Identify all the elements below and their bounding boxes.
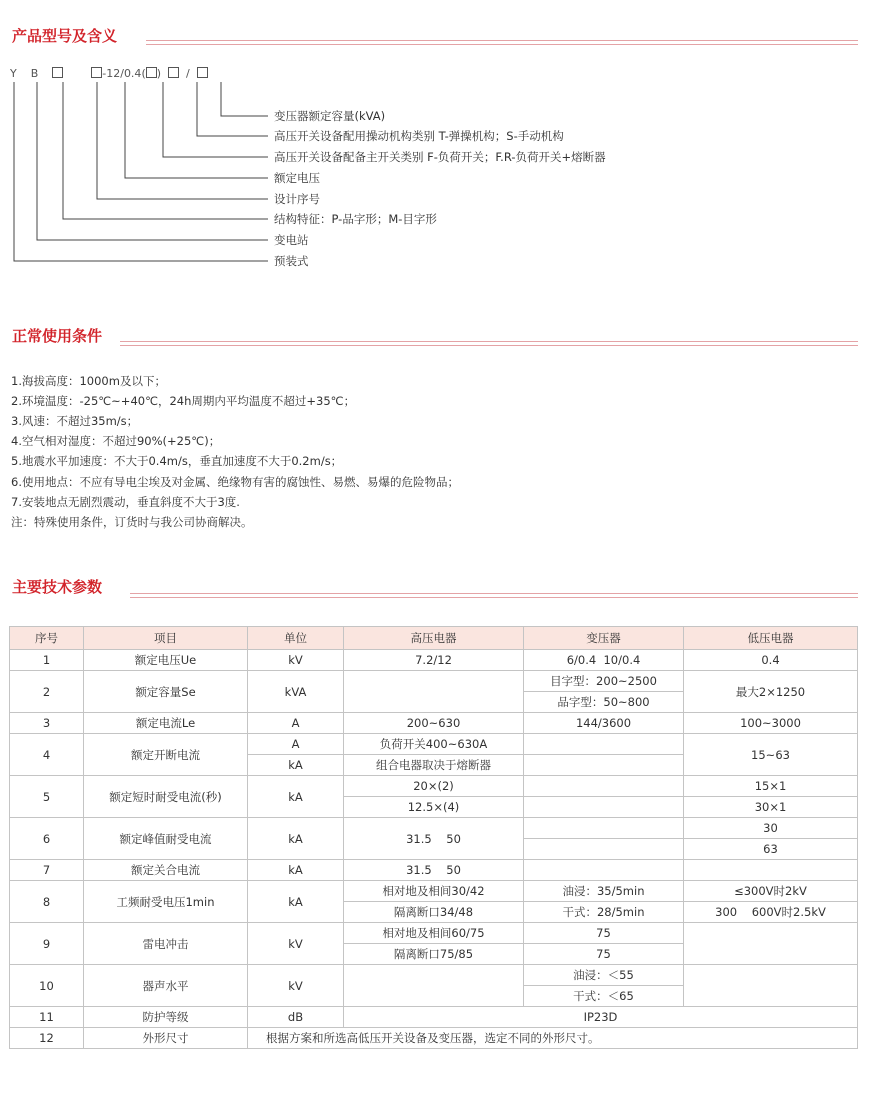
table-cell: dB (248, 1007, 344, 1028)
legend-substation: 变电站 (274, 233, 309, 247)
table-cell: 0.4 (684, 650, 858, 671)
table-cell: 300 600V时2.5kV (684, 902, 858, 923)
table-cell: 31.5 50 (344, 818, 524, 860)
table-cell: kVA (248, 671, 344, 713)
code-y: Y (10, 67, 17, 80)
table-cell: 外形尺寸 (84, 1028, 248, 1049)
table-cell (524, 755, 684, 776)
table-cell (344, 671, 524, 713)
table-cell: kA (248, 818, 344, 860)
table-cell: 12 (10, 1028, 84, 1049)
table-cell: 组合电器取决于熔断器 (344, 755, 524, 776)
table-cell: kA (248, 755, 344, 776)
legend-main-switch: 高压开关设备配备主开关类别 F-负荷开关；F.R-负荷开关+熔断器 (274, 150, 606, 164)
table-cell: 20×(2) (344, 776, 524, 797)
table-cell: 品字型：50~800 (524, 692, 684, 713)
table-cell: 12.5×(4) (344, 797, 524, 818)
table-cell: 额定峰值耐受电流 (84, 818, 248, 860)
table-cell: 75 (524, 923, 684, 944)
table-row (10, 965, 858, 986)
header-cell: 序号 (10, 627, 84, 650)
table-cell: kV (248, 650, 344, 671)
table-cell: 3 (10, 713, 84, 734)
table-cell: 7 (10, 860, 84, 881)
table-cell: 8 (10, 881, 84, 923)
section-title-params: 主要技术参数 (12, 578, 103, 596)
spec-table (9, 626, 858, 1049)
table-cell: 额定电流Le (84, 713, 248, 734)
table-header-row (10, 627, 858, 650)
table-cell: 油浸：＜55 (524, 965, 684, 986)
table-cell: A (248, 713, 344, 734)
header-cell: 变压器 (524, 627, 684, 650)
table-cell: 31.5 50 (344, 860, 524, 881)
table-row (10, 671, 858, 692)
table-cell: 100~3000 (684, 713, 858, 734)
table-cell: 防护等级 (84, 1007, 248, 1028)
table-row (10, 776, 858, 797)
table-cell: kV (248, 965, 344, 1007)
table-row (10, 923, 858, 944)
table-cell: 63 (684, 839, 858, 860)
table-cell: 6 (10, 818, 84, 860)
table-cell: 干式：28/5min (524, 902, 684, 923)
table-cell (684, 860, 858, 881)
table-cell: 干式：＜65 (524, 986, 684, 1007)
table-cell: 负荷开关400~630A (344, 734, 524, 755)
section-title-conditions: 正常使用条件 (12, 327, 103, 345)
table-row (10, 818, 858, 839)
table-cell: 10 (10, 965, 84, 1007)
model-code: Y B -12/0.4( ) / (10, 67, 208, 80)
table-cell: 器声水平 (84, 965, 248, 1007)
table-row (10, 734, 858, 755)
table-cell: 额定开断电流 (84, 734, 248, 776)
condition-item: 1.海拔高度：1000m及以下； (11, 374, 166, 388)
condition-item: 5.地震水平加速度：不大于0.4m/s，垂直加速度不大于0.2m/s； (11, 454, 343, 468)
table-row (10, 1007, 858, 1028)
table-cell: kV (248, 923, 344, 965)
table-cell (684, 965, 858, 1007)
table-cell: A (248, 734, 344, 755)
table-cell: 雷电冲击 (84, 923, 248, 965)
legend-structure: 结构特征：P-品字形；M-目字形 (274, 212, 437, 226)
table-cell: 6/0.4 10/0.4 (524, 650, 684, 671)
table-cell: IP23D (344, 1007, 858, 1028)
header-cell: 单位 (248, 627, 344, 650)
table-cell: 7.2/12 (344, 650, 524, 671)
condition-item: 4.空气相对湿度：不超过90%(+25℃)； (11, 434, 221, 448)
table-cell (684, 923, 858, 965)
condition-item: 6.使用地点：不应有导电尘埃及对金属、绝缘物有害的腐蚀性、易燃、易爆的危险物品； (11, 475, 459, 489)
table-cell: 11 (10, 1007, 84, 1028)
table-cell: 15~63 (684, 734, 858, 776)
table-cell: 油浸：35/5min (524, 881, 684, 902)
header-cell: 低压电器 (684, 627, 858, 650)
condition-item: 3.风速：不超过35m/s； (11, 414, 139, 428)
code-b: B (30, 67, 39, 80)
table-cell: 9 (10, 923, 84, 965)
table-cell: 相对地及相间30/42 (344, 881, 524, 902)
table-cell (524, 776, 684, 797)
section-title-model: 产品型号及含义 (12, 27, 118, 45)
condition-item: 7.安装地点无剧烈震动，垂直斜度不大于3度. (11, 495, 240, 509)
table-row (10, 1028, 858, 1049)
table-cell: 15×1 (684, 776, 858, 797)
condition-note: 注：特殊使用条件，订货时与我公司协商解决。 (11, 515, 253, 529)
table-cell: 30×1 (684, 797, 858, 818)
table-cell (524, 734, 684, 755)
table-cell: 额定容量Se (84, 671, 248, 713)
table-cell: 额定电压Ue (84, 650, 248, 671)
table-cell: 最大2×1250 (684, 671, 858, 713)
table-cell: 额定关合电流 (84, 860, 248, 881)
section-rule (120, 341, 858, 346)
table-cell: 额定短时耐受电流(秒) (84, 776, 248, 818)
table-cell: 200~630 (344, 713, 524, 734)
table-cell: 工频耐受电压1min (84, 881, 248, 923)
table-cell: ≤300V时2kV (684, 881, 858, 902)
table-cell: 1 (10, 650, 84, 671)
table-row (10, 713, 858, 734)
table-cell: kA (248, 776, 344, 818)
table-cell: 4 (10, 734, 84, 776)
table-row (10, 860, 858, 881)
table-cell (524, 797, 684, 818)
table-cell: 隔离断口75/85 (344, 944, 524, 965)
table-row (10, 650, 858, 671)
table-cell: 30 (684, 818, 858, 839)
legend-mechanism: 高压开关设备配用操动机构类别 T-弹操机构；S-手动机构 (274, 129, 564, 143)
table-cell: 5 (10, 776, 84, 818)
header-cell: 高压电器 (344, 627, 524, 650)
table-cell: 根据方案和所选高低压开关设备及变压器，选定不同的外形尺寸。 (248, 1028, 858, 1049)
table-cell (344, 965, 524, 1007)
condition-item: 2.环境温度：-25℃~+40℃，24h周期内平均温度不超过+35℃； (11, 394, 356, 408)
table-cell: 75 (524, 944, 684, 965)
table-cell (524, 818, 684, 839)
legend-rated-voltage: 额定电压 (274, 171, 320, 185)
table-cell: 144/3600 (524, 713, 684, 734)
table-cell: 相对地及相间60/75 (344, 923, 524, 944)
section-rule (130, 593, 858, 598)
table-cell (524, 860, 684, 881)
table-cell: kA (248, 881, 344, 923)
legend-prefab: 预装式 (274, 254, 309, 268)
table-cell: 目字型：200~2500 (524, 671, 684, 692)
table-cell: 2 (10, 671, 84, 713)
code-rating: -12/0.4 (102, 67, 142, 80)
legend-design-no: 设计序号 (274, 192, 320, 206)
legend-capacity: 变压器额定容量(kVA) (274, 109, 386, 123)
table-cell: kA (248, 860, 344, 881)
header-cell: 项目 (84, 627, 248, 650)
table-cell: 隔离断口34/48 (344, 902, 524, 923)
table-row (10, 881, 858, 902)
table-cell (524, 839, 684, 860)
